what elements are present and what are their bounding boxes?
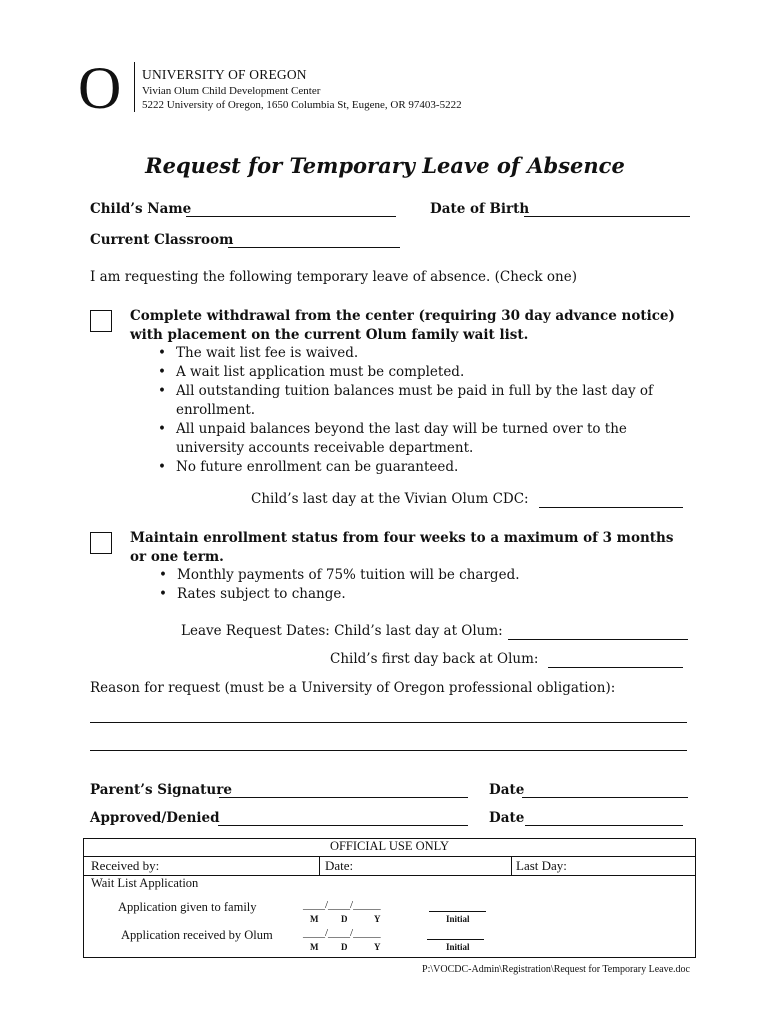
file-path-footer: P:\VOCDC-Admin\Registration\Request for Temporary Leave.doc — [422, 964, 690, 975]
reason-line-1[interactable] — [90, 722, 687, 723]
withdrawal-bullets — [155, 344, 675, 477]
logo-divider — [134, 62, 135, 112]
approval-date-label: Date — [489, 810, 525, 826]
table-divider — [511, 856, 512, 875]
date-of-birth-field[interactable] — [524, 203, 690, 217]
maintain-enrollment-heading: Maintain enrollment status from four weeks to a maximum of 3 months or one term. — [130, 530, 674, 565]
date-of-birth-label: Date of Birth — [430, 201, 530, 217]
center-name: Vivian Olum Child Development Center — [142, 85, 321, 97]
day-label: D — [341, 914, 348, 924]
first-day-back-label: Child’s first day back at Olum: — [330, 651, 539, 667]
first-day-back-field[interactable] — [548, 654, 683, 668]
list-item: • Monthly payments of 75% tuition will be charged. — [156, 566, 676, 585]
approved-denied-field[interactable] — [218, 812, 468, 826]
initial-label: Initial — [446, 942, 470, 952]
official-date-label: Date: — [325, 858, 354, 873]
current-classroom-field[interactable] — [228, 234, 400, 248]
table-divider — [84, 856, 695, 857]
list-item: • A wait list application must be completed. — [155, 363, 675, 382]
form-title: Request for Temporary Leave of Absence — [145, 153, 625, 178]
withdrawal-checkbox[interactable] — [90, 310, 112, 332]
leave-dates-label: Leave Request Dates: Child’s last day at Olum: — [181, 623, 503, 639]
list-item: • All unpaid balances beyond the last day will be turned over to the university accounts receivable department. — [155, 420, 675, 458]
month-label: M — [310, 942, 319, 952]
app-received-date-blank[interactable]: ____/____/_____ — [303, 927, 381, 939]
parent-signature-field[interactable] — [219, 784, 468, 798]
center-address: 5222 University of Oregon, 1650 Columbia St, Eugene, OR 97403-5222 — [142, 99, 462, 111]
intro-text: I am requesting the following temporary leave of absence. (Check one) — [90, 269, 577, 285]
last-day-cdc-field[interactable] — [539, 494, 683, 508]
list-item: • Rates subject to change. — [156, 585, 676, 604]
list-item: • No future enrollment can be guaranteed. — [155, 458, 675, 477]
wait-list-label: Wait List Application — [91, 876, 199, 890]
approval-date-field[interactable] — [525, 812, 683, 826]
app-received-label: Application received by Olum — [121, 928, 273, 942]
maintain-enrollment-bullets — [156, 566, 676, 604]
official-use-heading: OFFICIAL USE ONLY — [329, 839, 450, 853]
app-given-initial-field[interactable] — [429, 911, 486, 912]
parent-date-field[interactable] — [522, 784, 688, 798]
official-last-day-label: Last Day: — [516, 858, 567, 873]
university-logo-o: O — [78, 55, 122, 121]
reason-label: Reason for request (must be a University of Oregon professional obligation): — [90, 680, 616, 696]
year-label: Y — [374, 914, 381, 924]
list-item: • The wait list fee is waived. — [155, 344, 675, 363]
month-label: M — [310, 914, 319, 924]
child-name-field[interactable] — [186, 203, 396, 217]
received-by-label: Received by: — [91, 858, 160, 873]
university-name: UNIVERSITY OF OREGON — [142, 67, 307, 82]
withdrawal-heading: Complete withdrawal from the center (requiring 30 day advance notice) with placement on the current Olum family wait list. — [130, 308, 675, 343]
maintain-enrollment-checkbox[interactable] — [90, 532, 112, 554]
table-divider — [319, 856, 320, 875]
initial-label: Initial — [446, 914, 470, 924]
reason-line-2[interactable] — [90, 750, 687, 751]
current-classroom-label: Current Classroom — [90, 232, 234, 248]
official-use-table — [83, 838, 696, 958]
list-item: • All outstanding tuition balances must be paid in full by the last day of enrollment. — [155, 382, 675, 420]
app-received-initial-field[interactable] — [427, 939, 484, 940]
year-label: Y — [374, 942, 381, 952]
parent-signature-label: Parent’s Signature — [90, 782, 232, 798]
parent-date-label: Date — [489, 782, 525, 798]
child-name-label: Child’s Name — [90, 201, 192, 217]
approved-denied-label: Approved/Denied — [90, 810, 220, 826]
leave-last-day-field[interactable] — [508, 626, 688, 640]
app-given-date-blank[interactable]: ____/____/_____ — [303, 899, 381, 911]
day-label: D — [341, 942, 348, 952]
last-day-cdc-label: Child’s last day at the Vivian Olum CDC: — [251, 491, 529, 507]
app-given-label: Application given to family — [118, 900, 257, 914]
